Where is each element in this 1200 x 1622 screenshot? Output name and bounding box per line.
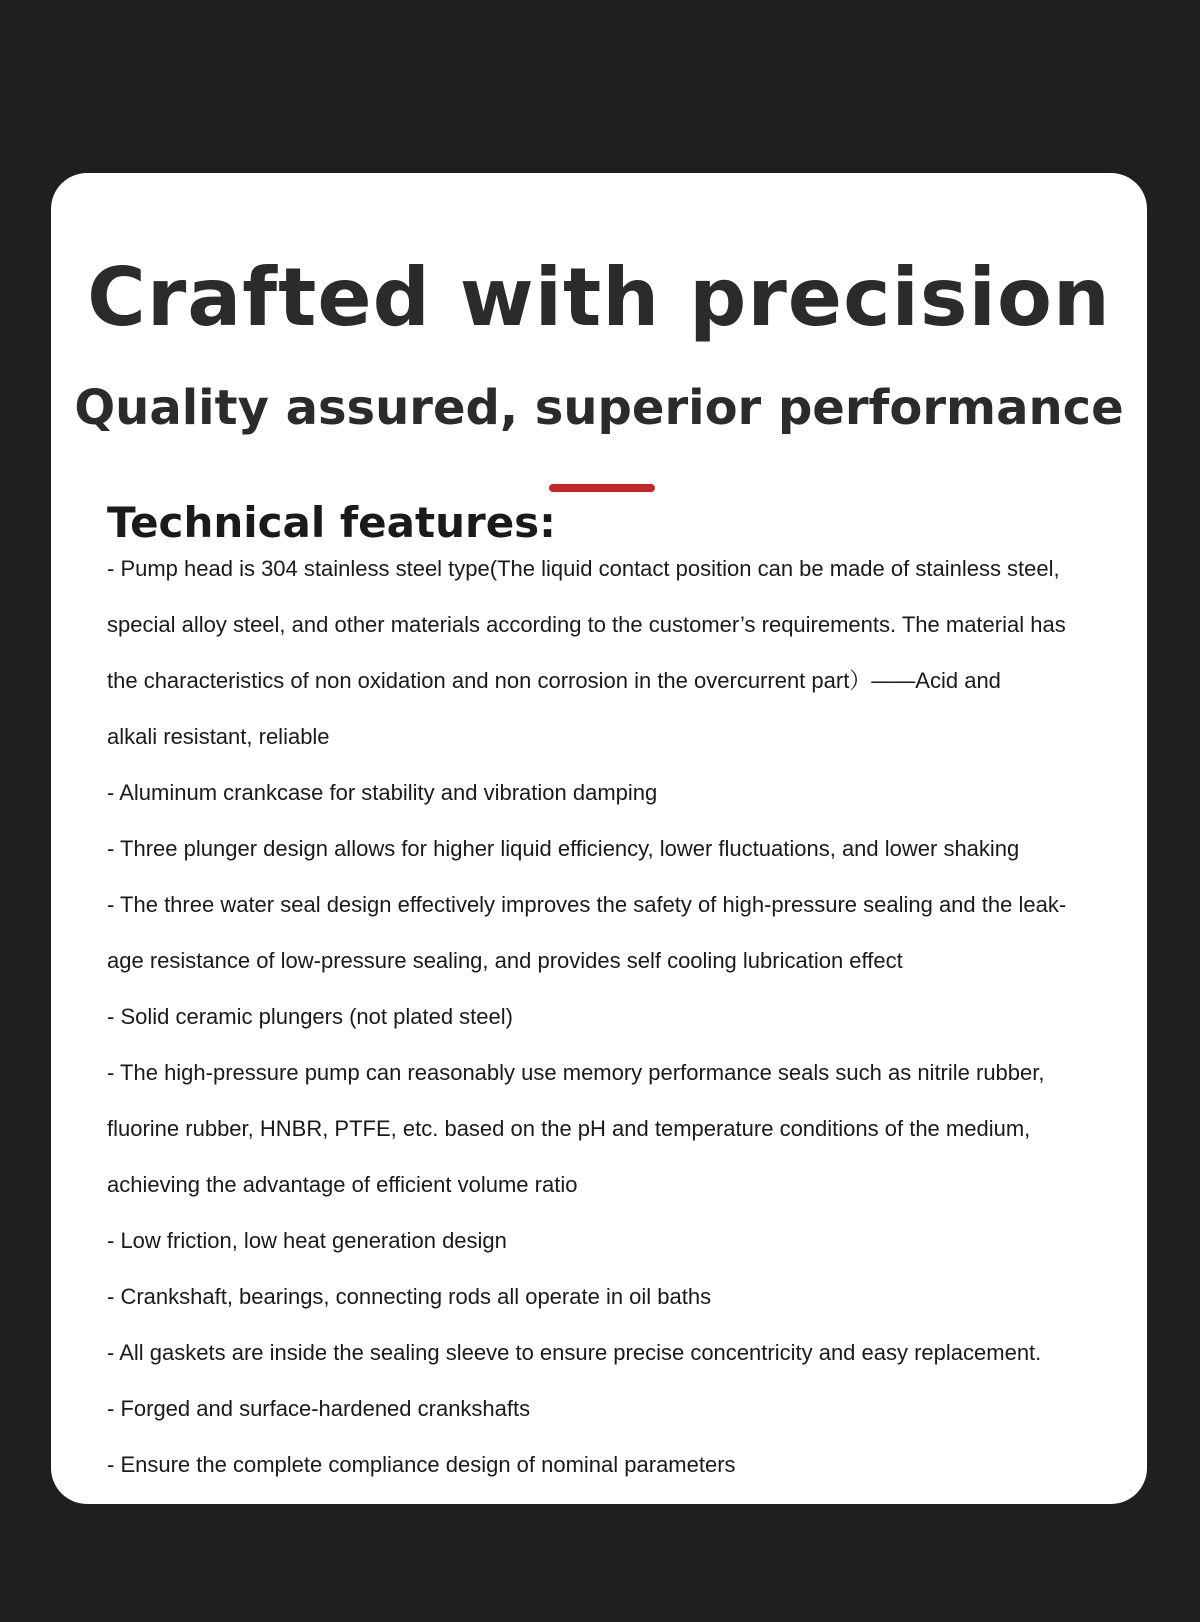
feature-item: - Solid ceramic plungers (not plated steel) xyxy=(107,1004,513,1029)
feature-item: - Crankshaft, bearings, connecting rods all operate in oil baths xyxy=(107,1284,712,1309)
feature-list xyxy=(107,541,1127,1493)
page-title: Crafted with precision xyxy=(87,251,1111,344)
feature-item: - The high-pressure pump can reasonably use memory performance seals such as nitrile rubber, fluorine rubber, HNBR, PTFE, etc. based on the pH and temperature conditions of the medium, achieving the advantage of efficient volume ratio xyxy=(107,1060,1045,1197)
section-heading: Technical features: xyxy=(107,498,556,547)
feature-item: - Aluminum crankcase for stability and vibration damping xyxy=(107,780,658,805)
content-card xyxy=(51,173,1147,1504)
feature-item: - Ensure the complete compliance design of nominal parameters xyxy=(107,1452,736,1477)
feature-item: - Three plunger design allows for higher liquid efficiency, lower fluctuations, and lower shaking xyxy=(107,836,1020,861)
feature-item: - All gaskets are inside the sealing sleeve to ensure precise concentricity and easy replacement. xyxy=(107,1340,1042,1365)
feature-item: - The three water seal design effectively improves the safety of high-pressure sealing and the leak- age resistance of low-pressure sealing, and provides self cooling lubrication effect xyxy=(107,892,1067,973)
feature-item: - Pump head is 304 stainless steel type(The liquid contact position can be made of stainless steel, special alloy steel, and other materials according to the customer’s requirements. The material has the characteristics of non oxidation and non corrosion in the overcurrent part）——Acid and alkali resistant, reliable xyxy=(107,556,1066,749)
page-subtitle: Quality assured, superior performance xyxy=(74,380,1124,436)
feature-item: - Forged and surface-hardened crankshafts xyxy=(107,1396,531,1421)
accent-divider xyxy=(549,484,655,492)
feature-item: - Low friction, low heat generation design xyxy=(107,1228,507,1253)
